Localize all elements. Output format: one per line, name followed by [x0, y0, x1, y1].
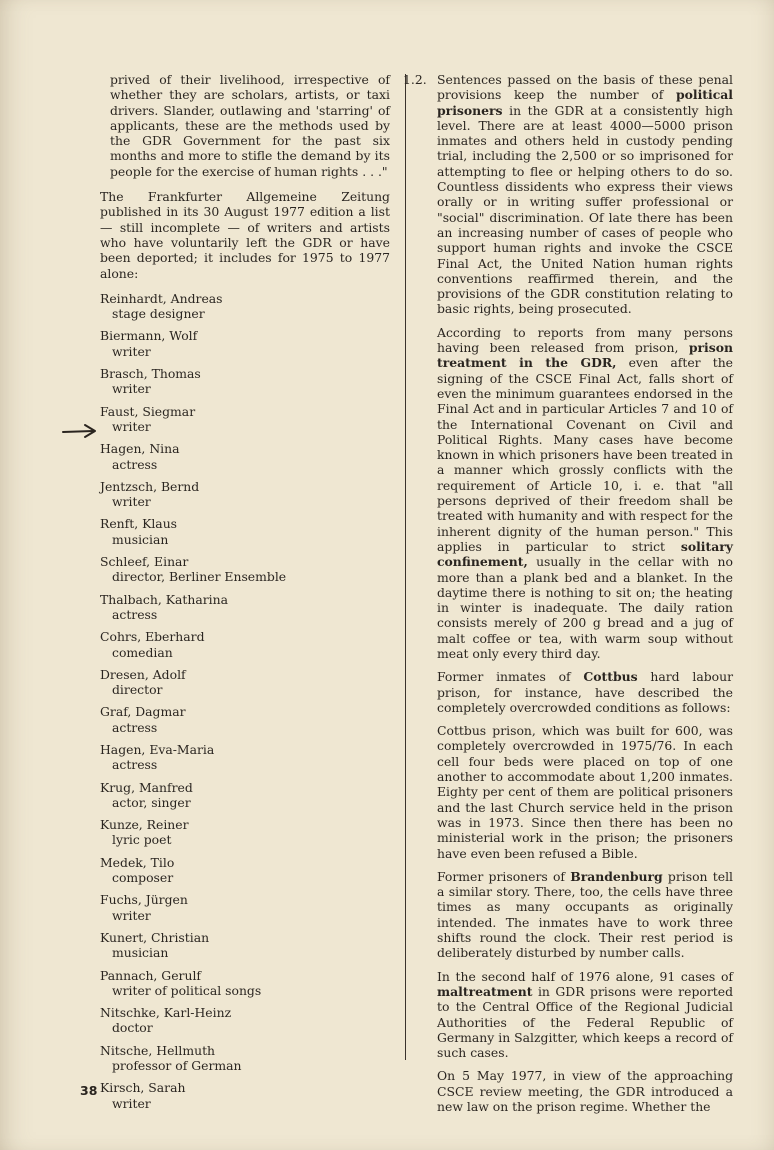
list-item	[100, 629, 390, 660]
entry-name: Dresen, Adolf	[100, 666, 186, 682]
list-item	[100, 817, 390, 848]
list-item	[100, 1080, 390, 1111]
entry-role: stage designer	[112, 306, 205, 322]
list-item	[100, 930, 390, 961]
entry-name: Fuchs, Jürgen	[100, 892, 188, 908]
page-number: 38	[80, 1083, 98, 1098]
entry-name: Pannach, Gerulf	[100, 967, 201, 983]
entry-role: musician	[112, 531, 169, 547]
list-item	[100, 892, 390, 923]
entry-name: Faust, Siegmar	[100, 403, 196, 419]
list-item	[100, 404, 390, 435]
entry-role: director, Berliner Ensemble	[112, 569, 287, 585]
paragraph-cottbus-quote: Cottbus prison, which was built for 600, was completely overcrowded in 1975/76. In each cell four beds were placed on top of one another to accommodate about 1,200 inmates. Eighty per cent of them are political prisoners and the last Church service held in the prison was in 1973. Since then there has been no ministerial work in the prison; the prisoners have even been refused a Bible.	[437, 723, 733, 861]
entry-name: Krug, Manfred	[100, 779, 193, 795]
list-item	[100, 968, 390, 999]
entry-role: writer	[112, 907, 151, 923]
list-item	[100, 516, 390, 547]
paragraph-prison-law: On 5 May 1977, in view of the approaching CSCE review meeting, the GDR introduced a new law on the prison regime. Whether the	[437, 1068, 733, 1114]
intro-paragraph: prived of their livelihood, irrespective of whether they are scholars, artists, or taxi drivers. Slander, outlawing and 'starring' of applicants, these are the methods used by the GDR Government for the past six months and more to stifle the demand by its people for the exercise of human rights . . ."	[110, 72, 390, 179]
entry-name: Nitschke, Karl-Heinz	[100, 1005, 232, 1021]
list-item	[100, 592, 390, 623]
entry-name: Cohrs, Eberhard	[100, 629, 205, 645]
list-item	[100, 1043, 390, 1074]
list-item	[100, 704, 390, 735]
entry-name: Kirsch, Sarah	[100, 1080, 186, 1096]
list-item	[100, 742, 390, 773]
list-item	[100, 366, 390, 397]
left-column	[100, 72, 390, 1118]
paragraph-brandenburg: Former prisoners of Brandenburg prison tell a similar story. There, too, the cells have three times as many occupants as originally intended. The inmates have to work three shifts round the clock. Their rest period is deliberately disturbed by number calls.	[437, 868, 733, 961]
paragraph-prison-treatment: According to reports from many persons having been released from prison, prison treatment in the GDR, even after the signing of the CSCE Final Act, falls short of even the minimum guarantees endorsed in the Final Act and in particular Articles 7 and 10 of the International Covenant on Civil and Political Rights. Many cases have become known in which prisoners have been treated in a manner which grossly conflicts with the requirement of Article 10, i. e. that "all persons deprived of their freedom shall be treated with humanity and with respect for the inherent dignity of the human person." This applies in particular to strict solitary confinement, usually in the cellar with no more than a plank bed and a blanket. In the daytime there is nothing to sit on; the heating in winter is inadequate. The daily ration consists merely of 200 g bread and a jug of malt coffee or tea, with warm soup without meat only every third day.	[437, 324, 734, 661]
entry-role: composer	[112, 870, 174, 886]
entry-role: comedian	[112, 644, 173, 660]
entry-role: lyric poet	[112, 832, 172, 848]
entry-role: writer	[112, 418, 151, 434]
list-item	[100, 441, 390, 472]
entry-role: actress	[112, 757, 158, 773]
entry-role: doctor	[112, 1020, 153, 1036]
paragraph-political-prisoners: Sentences passed on the basis of these penal provisions keep the number of political prisoners in the GDR at a consistently high level. There are at least 4000—5000 prison inmates and others held in custody pending trial, including the 2,500 or so imprisoned for attempting to flee or helping others to do so. Countless dissidents who express their views orally or in writing suffer professional or "social" discrimination. Of late there has been an increasing number of cases of people who support human rights and invoke the CSCE Final Act, the United Nation human rights conventions reaffirmed therein, and the provisions of the GDR constitution relating to basic rights, being prosecuted.	[437, 72, 733, 317]
list-item	[100, 479, 390, 510]
entry-name: Graf, Dagmar	[100, 704, 186, 720]
entry-name: Hagen, Eva-Maria	[100, 741, 215, 757]
entry-role: writer	[112, 343, 151, 359]
entry-role: actress	[112, 719, 158, 735]
entry-name: Biermann, Wolf	[100, 328, 198, 344]
entry-name: Jentzsch, Bernd	[100, 478, 200, 494]
entry-name: Kunze, Reiner	[100, 817, 189, 833]
list-item	[100, 780, 390, 811]
entry-name: Thalbach, Katharina	[100, 591, 228, 607]
entry-name: Kunert, Christian	[100, 929, 210, 945]
list-item	[100, 855, 390, 886]
entry-name: Renft, Klaus	[100, 516, 178, 532]
entry-role: writer	[112, 1095, 151, 1111]
entry-role: actress	[112, 606, 158, 622]
entry-role: writer	[112, 381, 151, 397]
list-intro-paragraph: The Frankfurter Allgemeine Zeitung published in its 30 August 1977 edition a list — still incomplete — of writers and artists who have voluntarily left the GDR or have been deported; it includes for 1975 to 1977 alone:	[100, 189, 390, 281]
entry-role: writer of political songs	[112, 982, 262, 998]
list-item	[100, 291, 390, 322]
section-1-2	[403, 72, 733, 1114]
entry-name: Reinhardt, Andreas	[100, 290, 223, 306]
entry-name: Brasch, Thomas	[100, 366, 201, 382]
right-column	[403, 72, 733, 1122]
entry-name: Nitsche, Hellmuth	[100, 1042, 216, 1058]
paragraph-cottbus-intro: Former inmates of Cottbus hard labour prison, for instance, have described the completely overcrowded conditions as follows:	[437, 669, 734, 715]
entry-role: professor of German	[112, 1058, 242, 1074]
entry-role: writer	[112, 494, 151, 510]
arrow-right-icon	[62, 423, 98, 439]
entry-name: Schleef, Einar	[100, 554, 189, 570]
list-item	[100, 554, 390, 585]
section-number: 1.2.	[403, 72, 427, 87]
entry-name: Hagen, Nina	[100, 441, 180, 457]
list-item	[100, 667, 390, 698]
list-item	[100, 1005, 390, 1036]
entry-role: actor, singer	[112, 794, 191, 810]
entry-role: director	[112, 682, 163, 698]
emigrant-list	[100, 291, 390, 1111]
list-item	[100, 328, 390, 359]
entry-name: Medek, Tilo	[100, 854, 175, 870]
paragraph-maltreatment: In the second half of 1976 alone, 91 cases of maltreatment in GDR prisons were reported to the Central Office of the Regional Judicial Authorities of the Federal Republic of Germany in Salzgitter, which keeps a record of such cases.	[437, 968, 733, 1061]
entry-role: actress	[112, 456, 158, 472]
entry-role: musician	[112, 945, 169, 961]
